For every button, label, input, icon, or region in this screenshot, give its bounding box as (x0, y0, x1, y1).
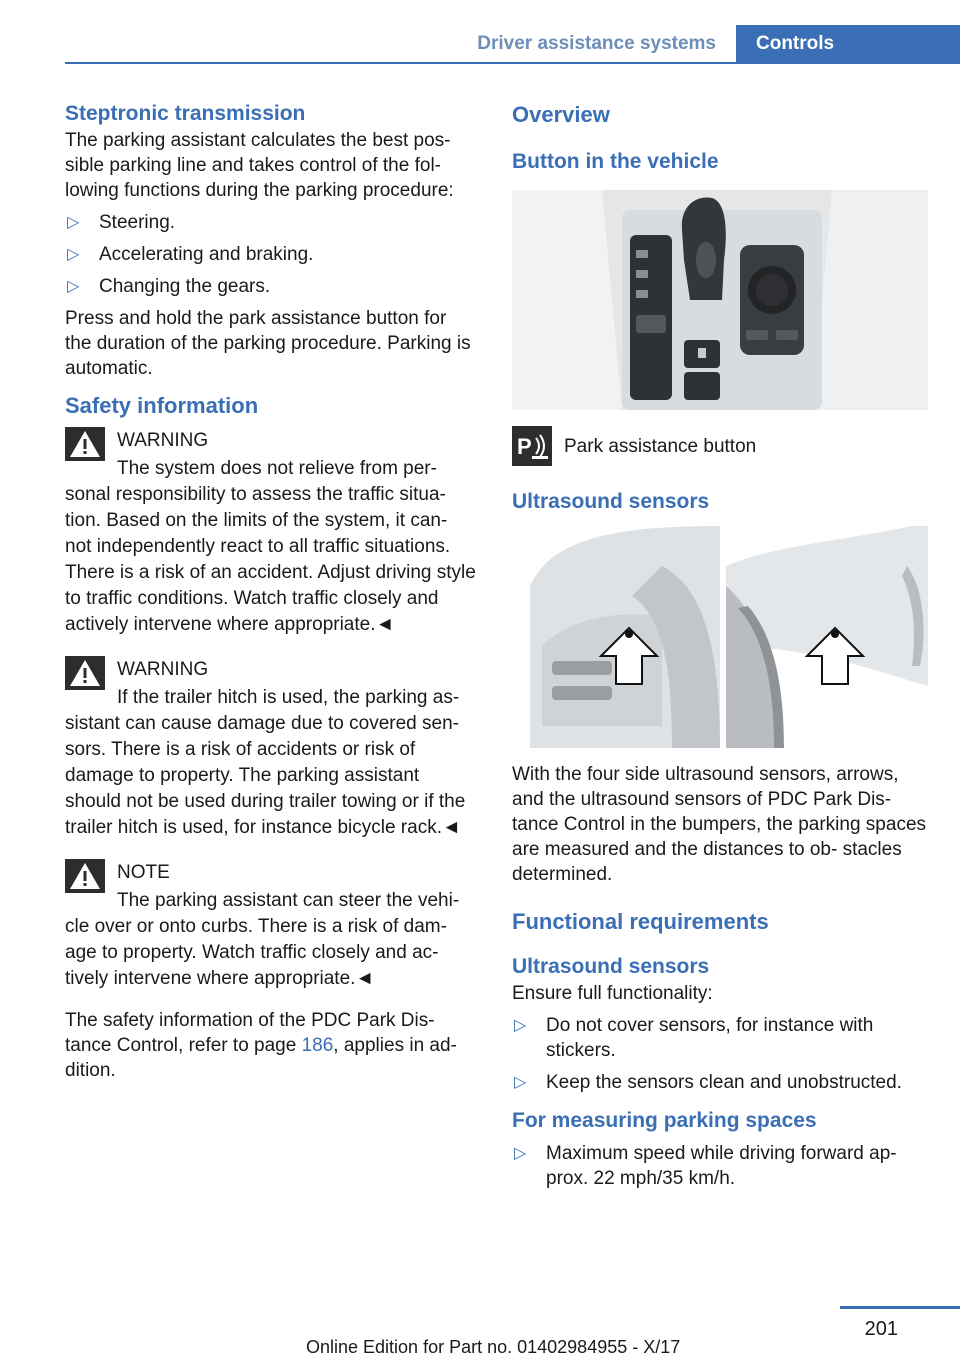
list-item: ▷ Maximum speed while driving forward ap‐ prox. 22 mph/35 km/h. (514, 1143, 897, 1189)
function-list (65, 210, 477, 299)
warning-text: If the trailer hitch is used, the parking as‐ sistant can cause damage due to covered sen‐ sors. There is a risk of accidents or risk of damage to property. The parking assistant should not be used during trailer towing or if the trailer hitch is used, for instance bicycle rack.◄ (65, 687, 466, 838)
ultrasound-sensors-figure (512, 526, 928, 748)
page-link[interactable]: 186 (301, 1035, 334, 1056)
ensure-paragraph: Ensure full functionality: (512, 983, 713, 1004)
footer-rule (840, 1306, 960, 1309)
warning-label: WARNING (117, 430, 209, 451)
edition-note: Online Edition for Part no. 01402984955 - X/17 (306, 1337, 681, 1357)
bullet-arrow-icon: ▷ (514, 1074, 527, 1091)
page-header (65, 25, 960, 63)
warning-block (65, 654, 477, 841)
note-block (65, 857, 477, 992)
measuring-list (512, 1141, 928, 1191)
right-column (512, 100, 928, 1198)
list-item: ▷ Keep the sensors clean and unobstructed. (514, 1072, 902, 1093)
hold-button-paragraph: Press and hold the park assistance button for the duration of the parking procedure. Parking is automatic. (65, 308, 471, 379)
intro-paragraph: The parking assistant calculates the best pos‐ sible parking line and takes control of the fol‐ lowing functions during the parking procedure: (65, 130, 454, 201)
header-rule (65, 62, 960, 64)
bullet-arrow-icon: ▷ (514, 1017, 527, 1034)
pdc-reference-paragraph: The safety information of the PDC Park Dis‐ tance Control, refer to page 186, applies in ad‐ dition. (65, 1010, 457, 1081)
bullet-arrow-icon: ▷ (67, 214, 80, 231)
measuring-heading: For measuring parking spaces (512, 1109, 817, 1132)
header-section-title[interactable]: Driver assistance systems (477, 33, 716, 54)
bullet-arrow-icon: ▷ (514, 1145, 527, 1162)
page-number: 201 (864, 1318, 898, 1340)
list-item: ▷ Do not cover sensors, for instance with stickers. (514, 1015, 874, 1061)
safety-heading: Safety information (65, 393, 259, 418)
warning-triangle-icon (65, 656, 105, 690)
svg-text:P: P (517, 434, 532, 459)
warning-text: The system does not relieve from per‐ sonal responsibility to assess the traffic situa‐ tion. Based on the limits of the system, it can‐ not independently react to all traffic situations. There is a risk of an accident. Adjust driving style to traffic conditions. Watch traffic closely and actively intervene where appropriate.◄ (65, 458, 476, 635)
warning-triangle-icon (65, 859, 105, 893)
warning-triangle-icon (65, 427, 105, 461)
list-item: ▷ Changing the gears. (67, 276, 271, 297)
header-chapter-tab[interactable]: Controls (736, 25, 960, 63)
warning-label: WARNING (117, 659, 209, 680)
requirements-list (512, 1013, 928, 1095)
left-column (65, 100, 477, 1090)
button-caption: Park assistance button (564, 435, 757, 457)
ultrasound-subheading: Ultrasound sensors (512, 955, 710, 978)
button-heading: Button in the vehicle (512, 150, 719, 173)
center-console-photo (512, 190, 928, 410)
sensors-paragraph: With the four side ultrasound sensors, arrows, and the ultrasound sensors of PDC Park Dis‐ tance Control in the bumpers, the parking spaces are measured and the distances to ob‐ stacles determined. (512, 764, 927, 885)
button-caption-row (512, 426, 928, 466)
sensors-heading: Ultrasound sensors (512, 490, 710, 513)
warning-block (65, 425, 477, 638)
list-item: ▷ Accelerating and braking. (67, 244, 314, 265)
park-assist-icon (512, 426, 552, 466)
functional-requirements-heading: Functional requirements (512, 909, 769, 934)
overview-heading: Overview (512, 102, 610, 127)
bullet-arrow-icon: ▷ (67, 246, 80, 263)
note-text: The parking assistant can steer the vehi‐ cle over or onto curbs. There is a risk of dam‐ age to property. Watch traffic closely and ac‐ tively intervene where appropriate.◄ (65, 890, 460, 989)
list-item: ▷ Steering. (67, 212, 176, 233)
steptronic-heading: Steptronic transmission (65, 102, 306, 125)
bullet-arrow-icon: ▷ (67, 278, 80, 295)
note-label: NOTE (117, 862, 170, 883)
